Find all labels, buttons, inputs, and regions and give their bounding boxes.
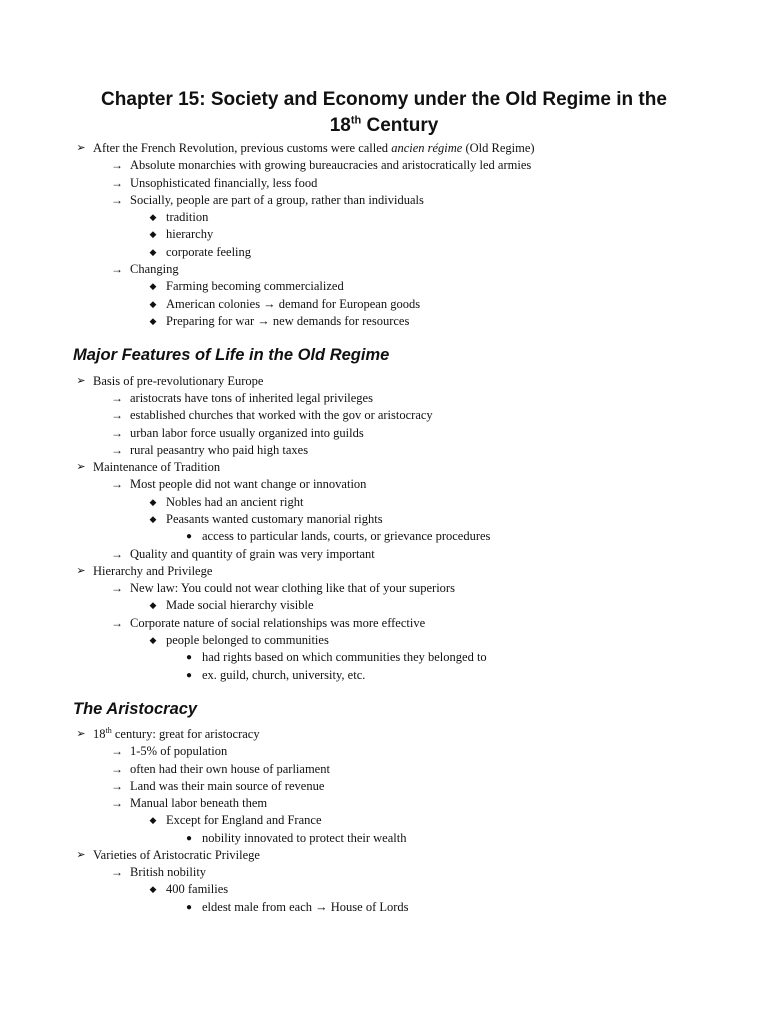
list-item-text: Unsophisticated financially, less food xyxy=(130,176,318,190)
arrow-bullet-icon: → xyxy=(111,477,123,491)
list-item-text: Except for England and France xyxy=(166,813,322,827)
list-item-text: Varieties of Aristocratic Privilege xyxy=(93,848,260,862)
ancien-regime-term: ancien régime xyxy=(391,141,463,155)
list-item-text: Peasants wanted customary manorial rights xyxy=(166,512,383,526)
list-item-text: ex. guild, church, university, etc. xyxy=(202,668,366,682)
arrowhead-bullet-icon: ➢ xyxy=(76,142,86,154)
diamond-bullet-icon: ◆ xyxy=(149,299,157,309)
arrow-bullet-icon: → xyxy=(111,547,123,561)
list-item-text: Made social hierarchy visible xyxy=(166,598,314,612)
list-item-text: Manual labor beneath them xyxy=(130,796,268,810)
list-item-text: Socially, people are part of a group, rather than individuals xyxy=(130,193,424,207)
arrow-bullet-icon: → xyxy=(111,744,123,758)
arrow-bullet-icon: → xyxy=(111,262,123,276)
diamond-bullet-icon: ◆ xyxy=(149,600,157,610)
arrow-bullet-icon: → xyxy=(111,426,123,440)
circle-bullet-icon: ● xyxy=(185,652,193,663)
list-item-text: eldest male from each → House of Lords xyxy=(202,900,409,914)
list-item-text: Farming becoming commercialized xyxy=(166,279,344,293)
list-item-text: Changing xyxy=(130,262,179,276)
diamond-bullet-icon: ◆ xyxy=(149,281,157,291)
page-title xyxy=(60,87,708,139)
list-item-text: After the French Revolution, previous customs were called ancien régime (Old Regime) xyxy=(93,141,535,155)
list-item-text: 18th century: great for aristocracy xyxy=(93,725,260,741)
arrowhead-bullet-icon: ➢ xyxy=(76,565,86,577)
list-item-text: Basis of pre-revolutionary Europe xyxy=(93,374,264,388)
list-item-text: nobility innovated to protect their wealth xyxy=(202,831,407,845)
page-title-line-1: Chapter 15: Society and Economy under the Old Regime in the xyxy=(101,89,667,110)
list-item-text: tradition xyxy=(166,210,209,224)
diamond-bullet-icon: ◆ xyxy=(149,884,157,894)
list-item-text: people belonged to communities xyxy=(166,633,329,647)
diamond-bullet-icon: ◆ xyxy=(149,247,157,257)
arrowhead-bullet-icon: ➢ xyxy=(76,375,86,387)
arrow-bullet-icon: → xyxy=(111,176,123,190)
arrow-bullet-icon: → xyxy=(111,408,123,422)
diamond-bullet-icon: ◆ xyxy=(149,815,157,825)
list-item-text: Land was their main source of revenue xyxy=(130,779,325,793)
arrow-bullet-icon: → xyxy=(111,158,123,172)
diamond-bullet-icon: ◆ xyxy=(149,514,157,524)
arrow-bullet-icon: → xyxy=(111,779,123,793)
circle-bullet-icon: ● xyxy=(185,531,193,542)
list-item-text: Preparing for war → new demands for resources xyxy=(166,314,410,328)
list-item-text: hierarchy xyxy=(166,227,214,241)
list-item-text: established churches that worked with the gov or aristocracy xyxy=(130,408,433,422)
diamond-bullet-icon: ◆ xyxy=(149,635,157,645)
list-item-text: access to particular lands, courts, or grievance procedures xyxy=(202,529,491,543)
title-ordinal-suffix: th xyxy=(350,114,362,127)
list-item-text: Absolute monarchies with growing bureaucracies and aristocratically led armies xyxy=(130,158,532,172)
arrow-bullet-icon: → xyxy=(111,193,123,207)
page-title-line-2 xyxy=(60,113,708,139)
arrowhead-bullet-icon: ➢ xyxy=(76,849,86,861)
list-item-text: Nobles had an ancient right xyxy=(166,495,304,509)
circle-bullet-icon: ● xyxy=(185,902,193,913)
list-item-text: British nobility xyxy=(130,865,207,879)
list-item-text: 1-5% of population xyxy=(130,744,228,758)
list-item-text: Most people did not want change or innovation xyxy=(130,477,367,491)
diamond-bullet-icon: ◆ xyxy=(149,229,157,239)
list-item-text: often had their own house of parliament xyxy=(130,762,330,776)
list-item-text: New law: You could not wear clothing like that of your superiors xyxy=(130,581,455,595)
arrowhead-bullet-icon: ➢ xyxy=(76,461,86,473)
arrow-bullet-icon: → xyxy=(111,865,123,879)
list-item-text: Quality and quantity of grain was very important xyxy=(130,547,375,561)
list-item-text: American colonies → demand for European goods xyxy=(166,297,421,311)
diamond-bullet-icon: ◆ xyxy=(149,212,157,222)
circle-bullet-icon: ● xyxy=(185,833,193,844)
list-item-text: Corporate nature of social relationships was more effective xyxy=(130,616,426,630)
list-item-text: had rights based on which communities they belonged to xyxy=(202,650,487,664)
section-heading: The Aristocracy xyxy=(73,700,198,718)
list-item-text: corporate feeling xyxy=(166,245,252,259)
arrow-bullet-icon: → xyxy=(111,796,123,810)
list-item-text: aristocrats have tons of inherited legal privileges xyxy=(130,391,373,405)
arrow-bullet-icon: → xyxy=(111,391,123,405)
arrow-bullet-icon: → xyxy=(111,581,123,595)
section-heading: Major Features of Life in the Old Regime xyxy=(73,346,390,364)
list-item-text: Hierarchy and Privilege xyxy=(93,564,213,578)
title-century-word: Century xyxy=(361,115,439,136)
arrow-bullet-icon: → xyxy=(111,762,123,776)
arrowhead-bullet-icon: ➢ xyxy=(76,728,86,740)
title-century-number: 18 xyxy=(329,115,351,136)
arrow-bullet-icon: → xyxy=(111,616,123,630)
diamond-bullet-icon: ◆ xyxy=(149,316,157,326)
diamond-bullet-icon: ◆ xyxy=(149,497,157,507)
list-item-text: Maintenance of Tradition xyxy=(93,460,221,474)
list-item-text: 400 families xyxy=(166,882,229,896)
list-item-text: urban labor force usually organized into guilds xyxy=(130,426,364,440)
circle-bullet-icon: ● xyxy=(185,670,193,681)
list-item-text: rural peasantry who paid high taxes xyxy=(130,443,309,457)
arrow-bullet-icon: → xyxy=(111,443,123,457)
